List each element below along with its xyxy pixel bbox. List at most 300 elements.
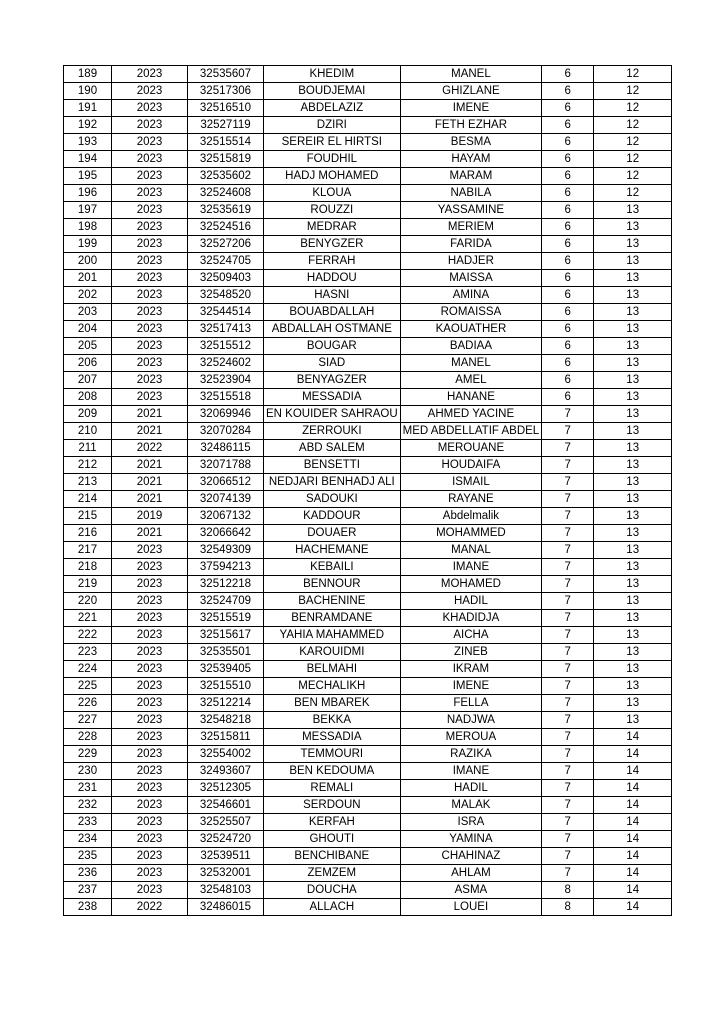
surname-cell: BENSETTI (264, 457, 401, 474)
section-cell: 14 (594, 729, 672, 746)
year-cell: 2023 (112, 576, 188, 593)
first-name-cell: AHMED YACINE (400, 406, 542, 423)
year-cell: 2023 (112, 763, 188, 780)
group-cell: 6 (542, 287, 594, 304)
year-cell: 2023 (112, 661, 188, 678)
table-row (64, 882, 672, 899)
surname-cell: ZEMZEM (264, 865, 401, 882)
id-number-cell: 32486115 (188, 440, 264, 457)
section-cell: 13 (594, 389, 672, 406)
surname-cell: BENYGZER (264, 236, 401, 253)
group-cell: 7 (542, 508, 594, 525)
year-cell: 2023 (112, 185, 188, 202)
surname-cell: KHEDIM (264, 66, 401, 83)
table-body (64, 66, 672, 916)
table-row (64, 321, 672, 338)
group-cell: 6 (542, 185, 594, 202)
group-cell: 7 (542, 712, 594, 729)
year-cell: 2023 (112, 304, 188, 321)
table-row (64, 83, 672, 100)
row-number-cell: 199 (64, 236, 112, 253)
id-number-cell: 32539511 (188, 848, 264, 865)
table-row (64, 134, 672, 151)
first-name-cell: NADJWA (400, 712, 542, 729)
row-number-cell: 210 (64, 423, 112, 440)
id-number-cell: 32071788 (188, 457, 264, 474)
row-number-cell: 197 (64, 202, 112, 219)
row-number-cell: 219 (64, 576, 112, 593)
group-cell: 7 (542, 627, 594, 644)
section-cell: 13 (594, 542, 672, 559)
surname-cell: BEN MBAREK (264, 695, 401, 712)
year-cell: 2023 (112, 168, 188, 185)
section-cell: 14 (594, 814, 672, 831)
first-name-cell: LOUEI (400, 899, 542, 916)
group-cell: 7 (542, 746, 594, 763)
table-row (64, 66, 672, 83)
year-cell: 2021 (112, 406, 188, 423)
row-number-cell: 225 (64, 678, 112, 695)
row-number-cell: 230 (64, 763, 112, 780)
year-cell: 2023 (112, 253, 188, 270)
first-name-cell: AMINA (400, 287, 542, 304)
section-cell: 13 (594, 627, 672, 644)
year-cell: 2023 (112, 644, 188, 661)
section-cell: 12 (594, 66, 672, 83)
table-row (64, 831, 672, 848)
id-number-cell: 32524608 (188, 185, 264, 202)
table-row (64, 661, 672, 678)
section-cell: 13 (594, 440, 672, 457)
first-name-cell: MANEL (400, 66, 542, 83)
surname-cell: MEDRAR (264, 219, 401, 236)
row-number-cell: 226 (64, 695, 112, 712)
row-number-cell: 232 (64, 797, 112, 814)
surname-cell: KADDOUR (264, 508, 401, 525)
group-cell: 7 (542, 423, 594, 440)
group-cell: 8 (542, 882, 594, 899)
row-number-cell: 206 (64, 355, 112, 372)
surname-cell: KEBAILI (264, 559, 401, 576)
first-name-cell: KAOUATHER (400, 321, 542, 338)
table-row (64, 644, 672, 661)
first-name-cell: HADIL (400, 780, 542, 797)
year-cell: 2023 (112, 219, 188, 236)
year-cell: 2023 (112, 151, 188, 168)
surname-cell: MESSADIA (264, 389, 401, 406)
group-cell: 6 (542, 100, 594, 117)
row-number-cell: 217 (64, 542, 112, 559)
table-row (64, 491, 672, 508)
section-cell: 13 (594, 355, 672, 372)
group-cell: 6 (542, 389, 594, 406)
first-name-cell: HAYAM (400, 151, 542, 168)
year-cell: 2023 (112, 814, 188, 831)
surname-cell: BOUGAR (264, 338, 401, 355)
surname-cell: BOUDJEMAI (264, 83, 401, 100)
surname-cell: ROUZZI (264, 202, 401, 219)
section-cell: 13 (594, 321, 672, 338)
year-cell: 2023 (112, 83, 188, 100)
row-number-cell: 209 (64, 406, 112, 423)
row-number-cell: 205 (64, 338, 112, 355)
section-cell: 14 (594, 763, 672, 780)
group-cell: 6 (542, 151, 594, 168)
first-name-cell: IKRAM (400, 661, 542, 678)
surname-cell: BEKKA (264, 712, 401, 729)
id-number-cell: 32066642 (188, 525, 264, 542)
id-number-cell: 32535501 (188, 644, 264, 661)
group-cell: 6 (542, 134, 594, 151)
year-cell: 2023 (112, 831, 188, 848)
row-number-cell: 223 (64, 644, 112, 661)
section-cell: 13 (594, 593, 672, 610)
section-cell: 13 (594, 661, 672, 678)
table-row (64, 508, 672, 525)
student-list-table (63, 65, 672, 916)
group-cell: 6 (542, 202, 594, 219)
surname-cell: ABD SALEM (264, 440, 401, 457)
first-name-cell: ZINEB (400, 644, 542, 661)
id-number-cell: 32515512 (188, 338, 264, 355)
surname-cell: BEN KEDOUMA (264, 763, 401, 780)
table-row (64, 389, 672, 406)
group-cell: 6 (542, 355, 594, 372)
table-row (64, 746, 672, 763)
section-cell: 13 (594, 372, 672, 389)
surname-cell: BENRAMDANE (264, 610, 401, 627)
row-number-cell: 190 (64, 83, 112, 100)
first-name-cell: CHAHINAZ (400, 848, 542, 865)
id-number-cell: 32535602 (188, 168, 264, 185)
group-cell: 7 (542, 457, 594, 474)
id-number-cell: 32524709 (188, 593, 264, 610)
id-number-cell: 32493607 (188, 763, 264, 780)
section-cell: 14 (594, 848, 672, 865)
first-name-cell: NABILA (400, 185, 542, 202)
first-name-cell: HADIL (400, 593, 542, 610)
row-number-cell: 207 (64, 372, 112, 389)
year-cell: 2023 (112, 729, 188, 746)
row-number-cell: 234 (64, 831, 112, 848)
id-number-cell: 32515811 (188, 729, 264, 746)
section-cell: 13 (594, 678, 672, 695)
section-cell: 13 (594, 236, 672, 253)
table-row (64, 593, 672, 610)
first-name-cell: FETH EZHAR (400, 117, 542, 134)
section-cell: 12 (594, 100, 672, 117)
id-number-cell: 32512214 (188, 695, 264, 712)
row-number-cell: 204 (64, 321, 112, 338)
table-row (64, 865, 672, 882)
id-number-cell: 32548218 (188, 712, 264, 729)
group-cell: 7 (542, 644, 594, 661)
first-name-cell: KHADIDJA (400, 610, 542, 627)
group-cell: 7 (542, 559, 594, 576)
year-cell: 2023 (112, 372, 188, 389)
group-cell: 6 (542, 236, 594, 253)
group-cell: 7 (542, 848, 594, 865)
year-cell: 2019 (112, 508, 188, 525)
section-cell: 13 (594, 338, 672, 355)
group-cell: 6 (542, 321, 594, 338)
id-number-cell: 32525507 (188, 814, 264, 831)
year-cell: 2021 (112, 423, 188, 440)
group-cell: 6 (542, 66, 594, 83)
first-name-cell: AICHA (400, 627, 542, 644)
table-row (64, 695, 672, 712)
first-name-cell: RAZIKA (400, 746, 542, 763)
id-number-cell: 32515519 (188, 610, 264, 627)
section-cell: 13 (594, 202, 672, 219)
surname-cell: MECHALIKH (264, 678, 401, 695)
table-row (64, 151, 672, 168)
table-row (64, 678, 672, 695)
first-name-cell: ROMAISSA (400, 304, 542, 321)
group-cell: 7 (542, 474, 594, 491)
group-cell: 8 (542, 899, 594, 916)
surname-cell: HACHEMANE (264, 542, 401, 559)
table-row (64, 712, 672, 729)
surname-cell: BOUABDALLAH (264, 304, 401, 321)
row-number-cell: 236 (64, 865, 112, 882)
surname-cell: DOUCHA (264, 882, 401, 899)
id-number-cell: 32549309 (188, 542, 264, 559)
id-number-cell: 32516510 (188, 100, 264, 117)
table-row (64, 457, 672, 474)
row-number-cell: 202 (64, 287, 112, 304)
year-cell: 2023 (112, 627, 188, 644)
section-cell: 13 (594, 525, 672, 542)
table-row (64, 338, 672, 355)
table-row (64, 729, 672, 746)
id-number-cell: 32066512 (188, 474, 264, 491)
surname-cell: BENNOUR (264, 576, 401, 593)
surname-cell: BENYAGZER (264, 372, 401, 389)
year-cell: 2023 (112, 321, 188, 338)
section-cell: 13 (594, 712, 672, 729)
year-cell: 2023 (112, 695, 188, 712)
row-number-cell: 193 (64, 134, 112, 151)
group-cell: 7 (542, 678, 594, 695)
first-name-cell: FARIDA (400, 236, 542, 253)
row-number-cell: 224 (64, 661, 112, 678)
group-cell: 7 (542, 729, 594, 746)
row-number-cell: 194 (64, 151, 112, 168)
row-number-cell: 238 (64, 899, 112, 916)
first-name-cell: MOHAMMED (400, 525, 542, 542)
first-name-cell: YASSAMINE (400, 202, 542, 219)
group-cell: 7 (542, 406, 594, 423)
row-number-cell: 220 (64, 593, 112, 610)
id-number-cell: 32539405 (188, 661, 264, 678)
first-name-cell: MEROUA (400, 729, 542, 746)
section-cell: 14 (594, 899, 672, 916)
table-row (64, 185, 672, 202)
table-row (64, 610, 672, 627)
surname-cell: EN KOUIDER SAHRAOU (264, 406, 401, 423)
row-number-cell: 218 (64, 559, 112, 576)
year-cell: 2023 (112, 270, 188, 287)
first-name-cell: IMANE (400, 763, 542, 780)
year-cell: 2023 (112, 134, 188, 151)
table-row (64, 270, 672, 287)
section-cell: 13 (594, 695, 672, 712)
surname-cell: SIAD (264, 355, 401, 372)
surname-cell: DZIRI (264, 117, 401, 134)
section-cell: 12 (594, 83, 672, 100)
row-number-cell: 216 (64, 525, 112, 542)
row-number-cell: 211 (64, 440, 112, 457)
group-cell: 7 (542, 661, 594, 678)
table-row (64, 576, 672, 593)
year-cell: 2022 (112, 440, 188, 457)
section-cell: 13 (594, 610, 672, 627)
surname-cell: ALLACH (264, 899, 401, 916)
table-row (64, 780, 672, 797)
group-cell: 7 (542, 780, 594, 797)
section-cell: 14 (594, 797, 672, 814)
row-number-cell: 200 (64, 253, 112, 270)
year-cell: 2023 (112, 202, 188, 219)
year-cell: 2021 (112, 474, 188, 491)
row-number-cell: 196 (64, 185, 112, 202)
id-number-cell: 32070284 (188, 423, 264, 440)
section-cell: 13 (594, 406, 672, 423)
section-cell: 14 (594, 746, 672, 763)
id-number-cell: 32512305 (188, 780, 264, 797)
surname-cell: TEMMOURI (264, 746, 401, 763)
year-cell: 2023 (112, 559, 188, 576)
surname-cell: SADOUKI (264, 491, 401, 508)
group-cell: 7 (542, 763, 594, 780)
id-number-cell: 32535619 (188, 202, 264, 219)
id-number-cell: 32515617 (188, 627, 264, 644)
first-name-cell: IMENE (400, 100, 542, 117)
surname-cell: BELMAHI (264, 661, 401, 678)
year-cell: 2023 (112, 117, 188, 134)
id-number-cell: 32524516 (188, 219, 264, 236)
year-cell: 2023 (112, 338, 188, 355)
table-row (64, 899, 672, 916)
id-number-cell: 32486015 (188, 899, 264, 916)
surname-cell: DOUAER (264, 525, 401, 542)
row-number-cell: 195 (64, 168, 112, 185)
table-row (64, 848, 672, 865)
first-name-cell: HADJER (400, 253, 542, 270)
row-number-cell: 191 (64, 100, 112, 117)
group-cell: 6 (542, 270, 594, 287)
group-cell: 6 (542, 168, 594, 185)
section-cell: 14 (594, 831, 672, 848)
row-number-cell: 231 (64, 780, 112, 797)
id-number-cell: 32069946 (188, 406, 264, 423)
first-name-cell: MOHAMED (400, 576, 542, 593)
id-number-cell: 32515510 (188, 678, 264, 695)
table-row (64, 168, 672, 185)
row-number-cell: 192 (64, 117, 112, 134)
group-cell: 7 (542, 525, 594, 542)
section-cell: 13 (594, 457, 672, 474)
section-cell: 13 (594, 270, 672, 287)
section-cell: 14 (594, 865, 672, 882)
first-name-cell: IMENE (400, 678, 542, 695)
year-cell: 2023 (112, 542, 188, 559)
row-number-cell: 222 (64, 627, 112, 644)
first-name-cell: Abdelmalik (400, 508, 542, 525)
surname-cell: NEDJARI BENHADJ ALI (264, 474, 401, 491)
group-cell: 7 (542, 797, 594, 814)
surname-cell: YAHIA MAHAMMED (264, 627, 401, 644)
id-number-cell: 32544514 (188, 304, 264, 321)
group-cell: 7 (542, 491, 594, 508)
row-number-cell: 237 (64, 882, 112, 899)
year-cell: 2021 (112, 525, 188, 542)
id-number-cell: 32532001 (188, 865, 264, 882)
row-number-cell: 212 (64, 457, 112, 474)
year-cell: 2023 (112, 882, 188, 899)
id-number-cell: 32067132 (188, 508, 264, 525)
first-name-cell: MEROUANE (400, 440, 542, 457)
group-cell: 7 (542, 865, 594, 882)
year-cell: 2022 (112, 899, 188, 916)
first-name-cell: BADIAA (400, 338, 542, 355)
row-number-cell: 203 (64, 304, 112, 321)
group-cell: 7 (542, 814, 594, 831)
first-name-cell: AMEL (400, 372, 542, 389)
row-number-cell: 235 (64, 848, 112, 865)
year-cell: 2023 (112, 355, 188, 372)
row-number-cell: 229 (64, 746, 112, 763)
table-row (64, 304, 672, 321)
row-number-cell: 208 (64, 389, 112, 406)
table-row (64, 372, 672, 389)
first-name-cell: MANEL (400, 355, 542, 372)
section-cell: 14 (594, 882, 672, 899)
section-cell: 13 (594, 491, 672, 508)
row-number-cell: 201 (64, 270, 112, 287)
group-cell: 7 (542, 695, 594, 712)
table-row (64, 763, 672, 780)
year-cell: 2023 (112, 389, 188, 406)
surname-cell: HADDOU (264, 270, 401, 287)
id-number-cell: 32515518 (188, 389, 264, 406)
table-row (64, 202, 672, 219)
row-number-cell: 213 (64, 474, 112, 491)
surname-cell: FOUDHIL (264, 151, 401, 168)
year-cell: 2023 (112, 848, 188, 865)
section-cell: 13 (594, 253, 672, 270)
group-cell: 7 (542, 440, 594, 457)
year-cell: 2023 (112, 865, 188, 882)
row-number-cell: 215 (64, 508, 112, 525)
row-number-cell: 228 (64, 729, 112, 746)
year-cell: 2023 (112, 678, 188, 695)
surname-cell: BENCHIBANE (264, 848, 401, 865)
table-row (64, 219, 672, 236)
row-number-cell: 227 (64, 712, 112, 729)
first-name-cell: MARAM (400, 168, 542, 185)
group-cell: 6 (542, 83, 594, 100)
id-number-cell: 32535607 (188, 66, 264, 83)
first-name-cell: YAMINA (400, 831, 542, 848)
surname-cell: ZERROUKI (264, 423, 401, 440)
table-row (64, 627, 672, 644)
group-cell: 7 (542, 610, 594, 627)
group-cell: 6 (542, 219, 594, 236)
section-cell: 12 (594, 117, 672, 134)
id-number-cell: 32546601 (188, 797, 264, 814)
